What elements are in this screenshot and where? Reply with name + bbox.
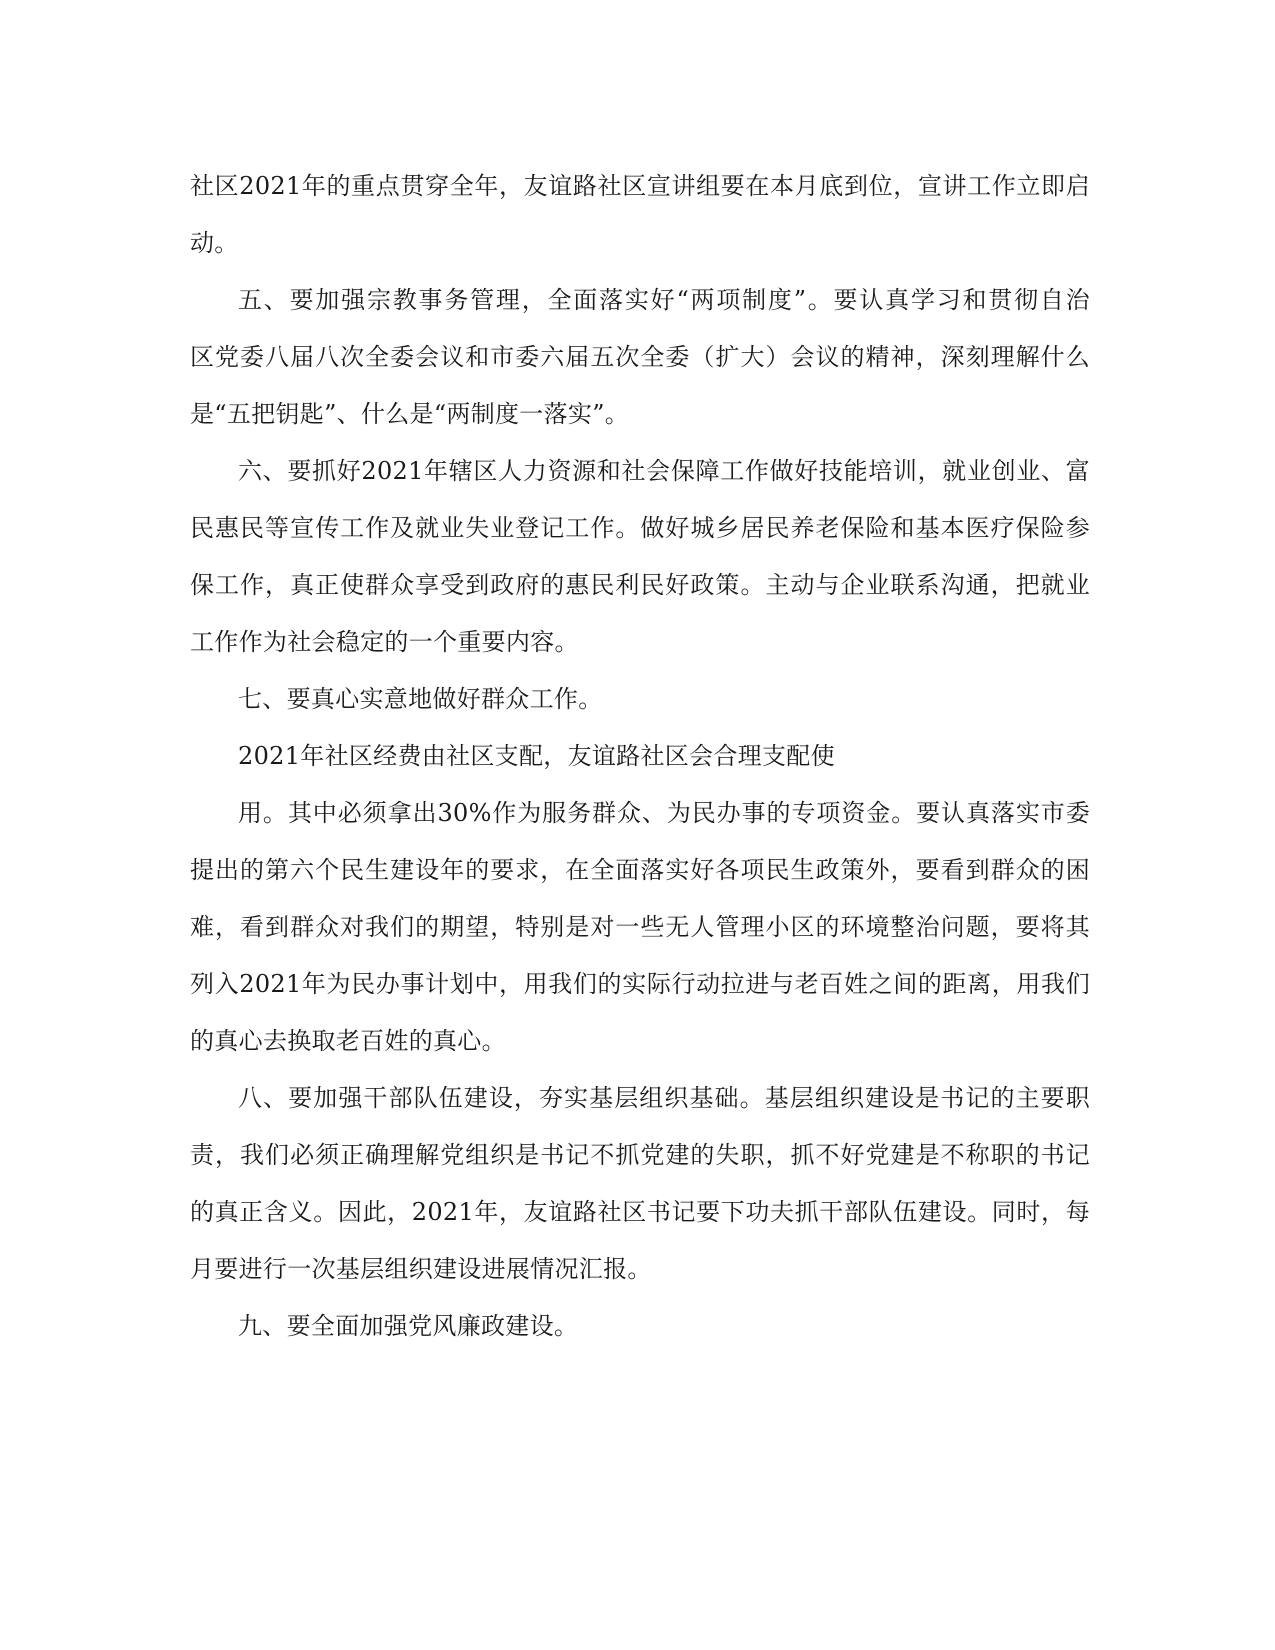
text-line: 民惠民等宣传工作及就业失业登记工作。做好城乡居民养老保险和基本医疗保险参 — [190, 514, 1090, 542]
text-line: 区党委八届八次全委会议和市委六届五次全委（扩大）会议的精神，深刻理解什么 — [190, 343, 1090, 371]
text-line: 列入2021年为民办事计划中，用我们的实际行动拉进与老百姓之间的距离，用我们 — [190, 970, 1090, 998]
text-line: 责，我们必须正确理解党组织是书记不抓党建的失职，抓不好党建是不称职的书记 — [190, 1141, 1090, 1169]
text-line: 社区2021年的重点贯穿全年，友谊路社区宣讲组要在本月底到位，宣讲工作立即启 — [190, 172, 1090, 200]
text-line: 提出的第六个民生建设年的要求，在全面落实好各项民生政策外，要看到群众的困 — [190, 856, 1090, 884]
text-line: 的真正含义。因此，2021年，友谊路社区书记要下功夫抓干部队伍建设。同时，每 — [190, 1198, 1090, 1226]
text-line: 七、要真心实意地做好群众工作。 — [238, 685, 603, 713]
text-line: 工作作为社会稳定的一个重要内容。 — [190, 628, 579, 656]
text-line: 五、要加强宗教事务管理，全面落实好“两项制度”。要认真学习和贯彻自治 — [238, 286, 1090, 314]
text-line: 的真心去换取老百姓的真心。 — [190, 1027, 506, 1055]
text-line: 用。其中必须拿出30%作为服务群众、为民办事的专项资金。要认真落实市委 — [238, 799, 1090, 827]
text-line: 月要进行一次基层组织建设进展情况汇报。 — [190, 1255, 652, 1283]
text-line: 动。 — [190, 229, 239, 257]
text-line: 八、要加强干部队伍建设，夯实基层组织基础。基层组织建设是书记的主要职 — [238, 1084, 1090, 1112]
text-line: 难，看到群众对我们的期望，特别是对一些无人管理小区的环境整治问题，要将其 — [190, 913, 1090, 941]
text-line: 九、要全面加强党风廉政建设。 — [238, 1312, 579, 1340]
text-line: 2021年社区经费由社区支配，友谊路社区会合理支配使 — [238, 742, 835, 770]
text-line: 是“五把钥匙”、什么是“两制度一落实”。 — [190, 400, 630, 428]
text-line: 保工作，真正使群众享受到政府的惠民利民好政策。主动与企业联系沟通，把就业 — [190, 571, 1090, 599]
text-line: 六、要抓好2021年辖区人力资源和社会保障工作做好技能培训，就业创业、富 — [238, 457, 1090, 485]
